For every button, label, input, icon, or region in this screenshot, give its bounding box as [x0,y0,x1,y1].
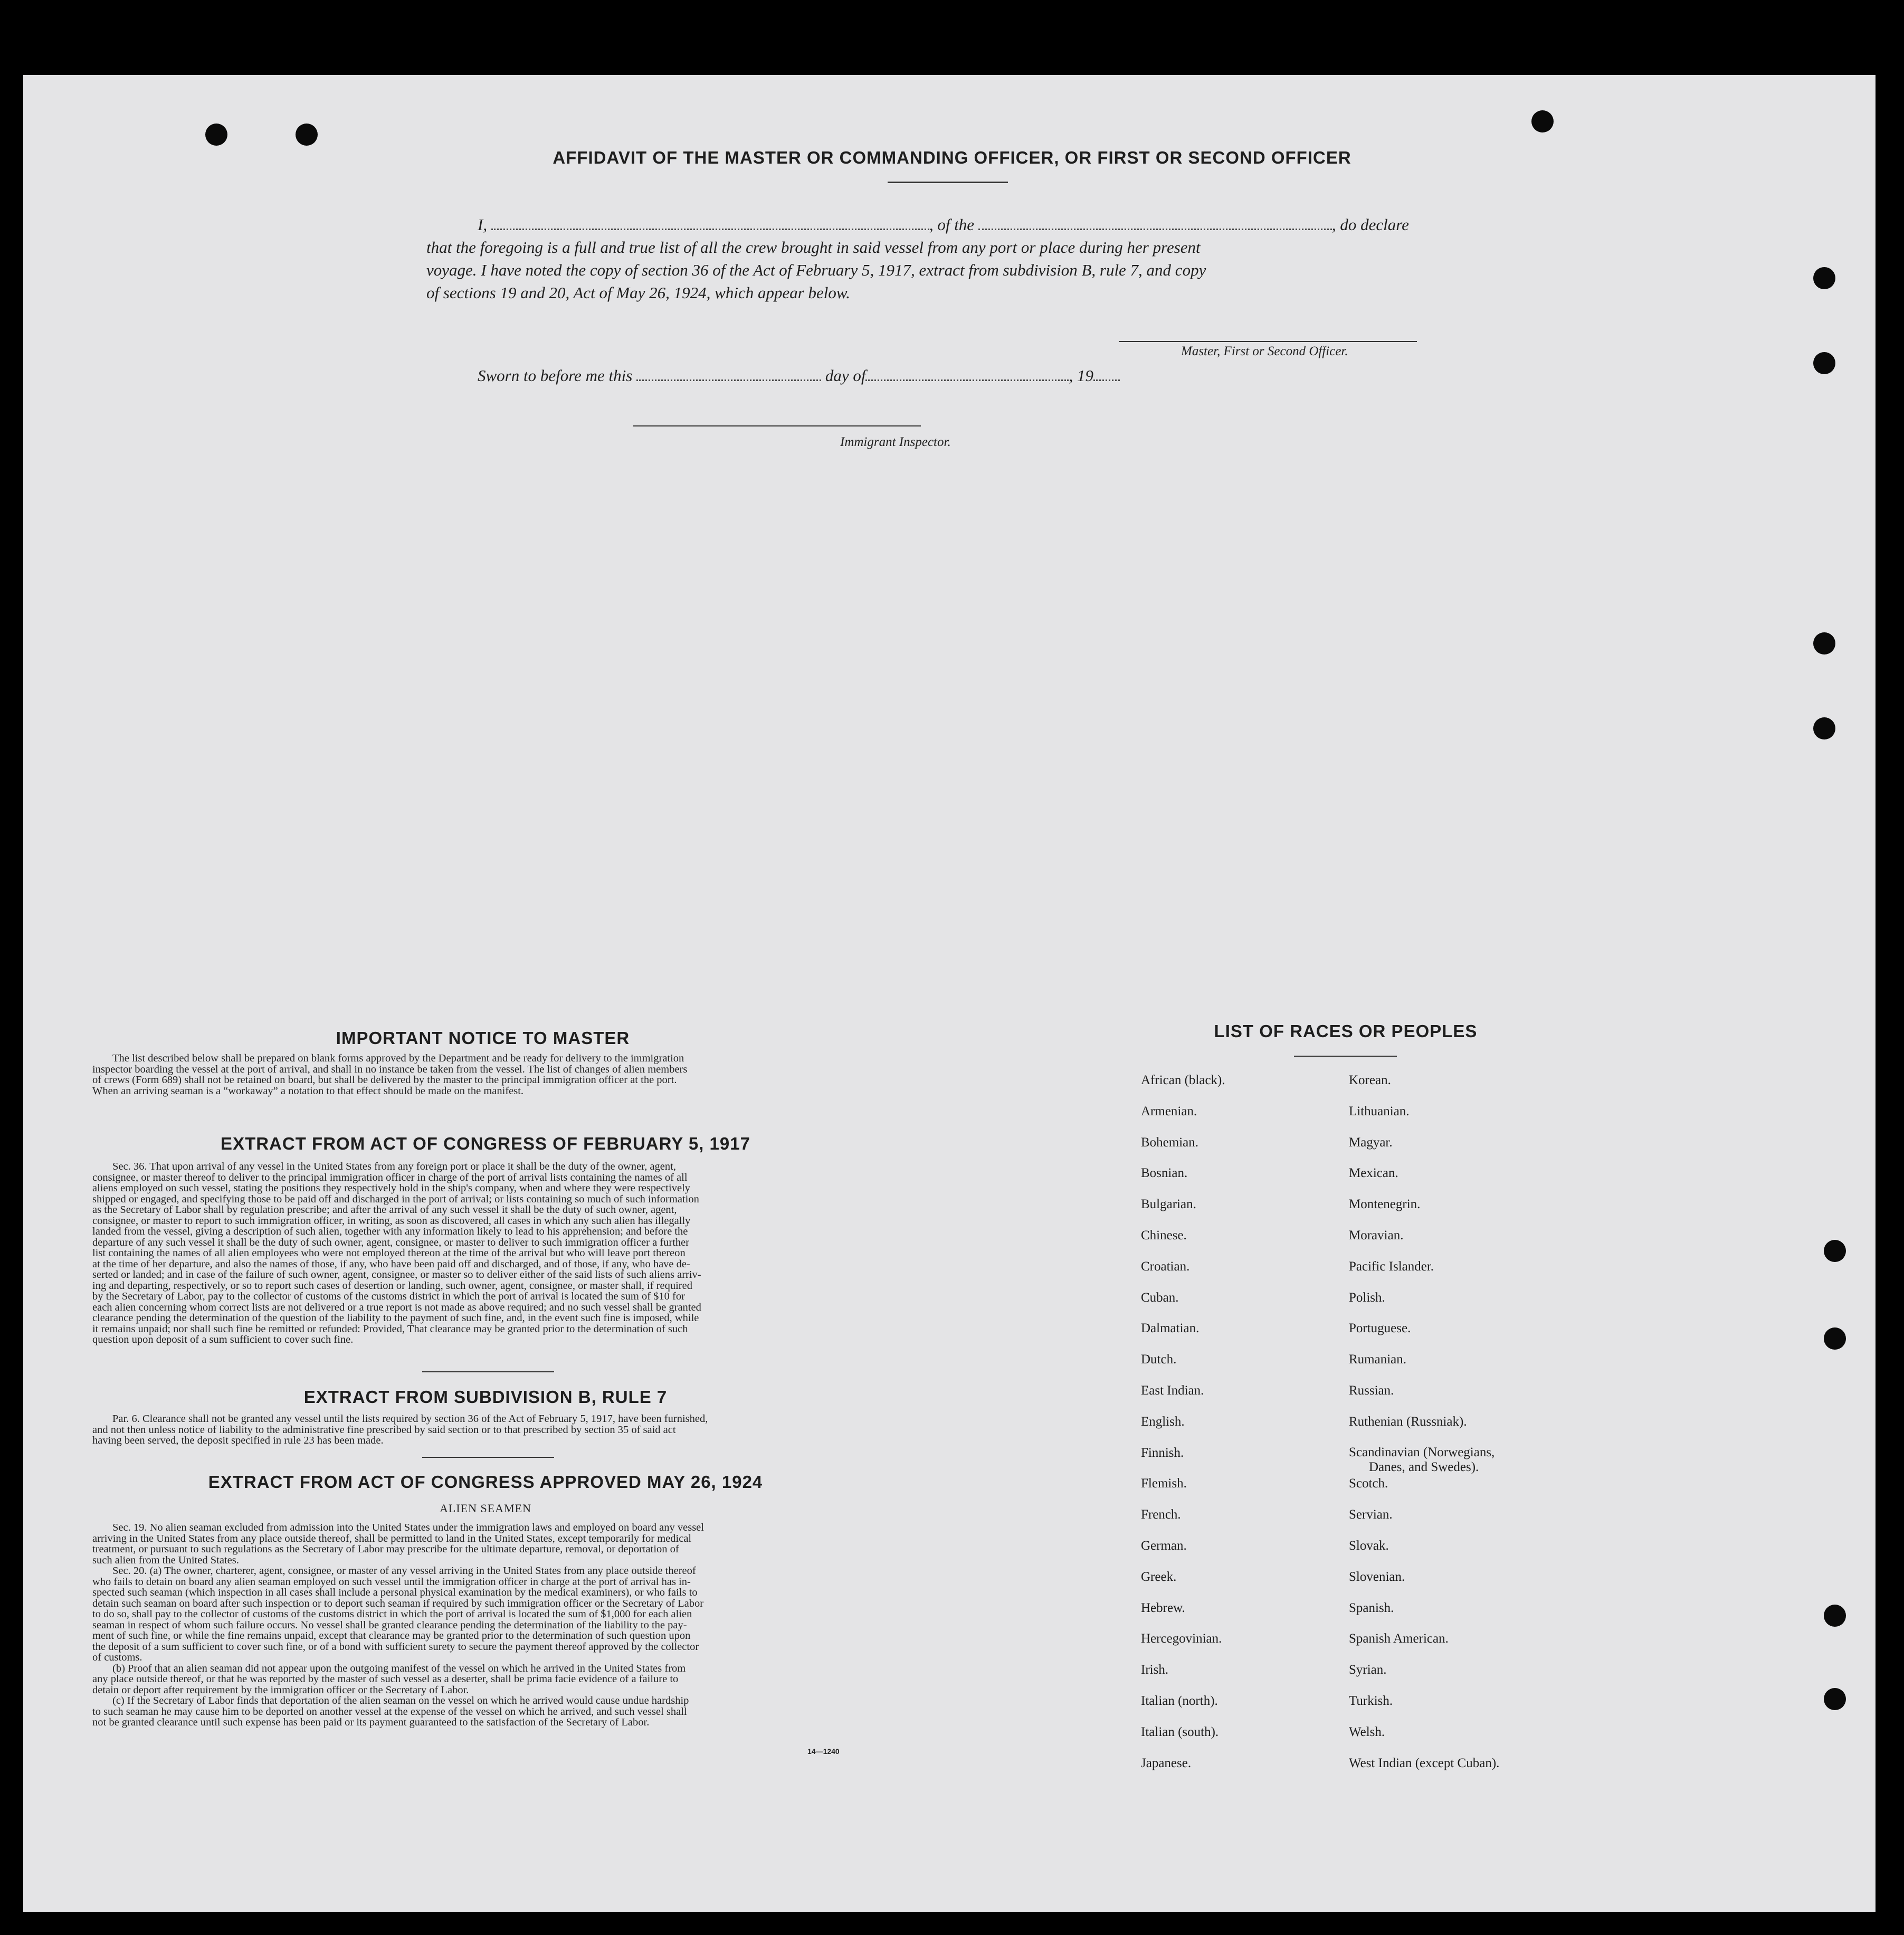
race-item: African (black). [1141,1073,1225,1087]
race-item: Montenegrin. [1349,1197,1421,1212]
divider [888,182,1008,183]
race-item: Armenian. [1141,1104,1197,1118]
declaration-of-the: , of the [929,215,975,234]
notice-line: of crews (Form 689) shall not be retained on board, but shall be delivered by the master to the principal immigration officer at the port. [92,1074,677,1086]
race-item: Scotch. [1349,1476,1388,1491]
text-line: not be granted clearance until such expense has been paid or its payment guaranteed to the satisfaction of the Secretary of Labor. [92,1716,650,1728]
race-item: Turkish. [1349,1693,1393,1708]
race-item: Rumanian. [1349,1352,1407,1367]
text-line: departure of any such vessel it shall be the duty of such owner, agent, consignee, or master to deliver to such immigration officer a further [92,1236,690,1248]
race-item: Moravian. [1349,1228,1404,1242]
extract-1924-subtitle: ALIEN SEAMEN [440,1502,531,1515]
race-item: Dutch. [1141,1352,1177,1367]
race-item: Portuguese. [1349,1321,1411,1336]
race-item: Italian (north). [1141,1693,1218,1708]
inspector-signature-line[interactable] [633,425,921,426]
form-number: 14—1240 [807,1747,840,1756]
races-column-1 [1141,1073,1225,1786]
race-item: Ruthenian (Russniak). [1349,1414,1467,1429]
text-line: shipped or engaged, and specifying those to be paid off and discharged in the port of arrival; or lists containing so much of such information [92,1193,699,1205]
sworn-month-field[interactable] [865,380,1069,381]
notice-line: When an arriving seaman is a “workaway” a notation to that effect should be made on the manifest. [92,1085,524,1097]
text-line: to such seaman he may cause him to be deported on another vessel at the expense of the vessel on which he arrived, and such vessel shall [92,1705,687,1718]
divider [1294,1056,1397,1057]
master-signature-label: Master, First or Second Officer. [1181,344,1348,358]
punch-hole [1824,1605,1846,1627]
divider [422,1457,554,1458]
race-item: Cuban. [1141,1290,1179,1305]
master-name-field[interactable] [491,229,929,230]
race-item: Bohemian. [1141,1135,1199,1150]
text-line: treatment, or pursuant to such regulations as the Secretary of Labor may prescribe for the ultimate departure, removal, or deportation of [92,1543,679,1555]
race-item: Syrian. [1349,1663,1387,1677]
race-item: Japanese. [1141,1756,1192,1770]
race-item: Flemish. [1141,1476,1187,1491]
race-item: Italian (south). [1141,1724,1219,1739]
extract-1924-text [92,1522,879,1728]
affidavit-title: AFFIDAVIT OF THE MASTER OR COMMANDING OFFICER, OR FIRST OR SECOND OFFICER [553,148,1351,167]
declaration-line-2: that the foregoing is a full and true list of all the crew brought in said vessel from any port or place during her present [426,238,1201,257]
race-item: Irish. [1141,1663,1169,1677]
race-item: Pacific Islander. [1349,1259,1434,1274]
text-line: consignee, or master thereof to deliver to the principal immigration officer in charge of the port of arrival lists containing the names of all [92,1171,688,1183]
notice-title: IMPORTANT NOTICE TO MASTER [336,1028,630,1048]
races-column-2 [1349,1073,1499,1786]
text-line: ment of such fine, or while the fine remains unpaid, except that clearance may be granted prior to the determination of such question upon [92,1630,691,1642]
race-item: Polish. [1349,1290,1385,1305]
race-item: Welsh. [1349,1724,1385,1739]
extract-1917-title: EXTRACT FROM ACT OF CONGRESS OF FEBRUARY 5, 1917 [221,1134,750,1153]
text-line: who fails to detain on board any alien seaman employed on such vessel until the immigration officer in charge at the port of arrival has in- [92,1576,691,1588]
text-line: landed from the vessel, giving a description of such alien, together with any information likely to lead to his apprehension; and before the [92,1226,688,1237]
race-item: Hercegovinian. [1141,1632,1222,1646]
punch-hole [205,124,227,146]
text-line: arriving in the United States from any place outside thereof, shall be permitted to land in the United States, except temporarily for medical [92,1532,692,1544]
sworn-year: , 19 [1069,366,1093,385]
race-item-continuation: Danes, and Swedes). [1369,1459,1479,1474]
text-line: by the Secretary of Labor, pay to the collector of customs of the customs district in which the port of arrival is located the sum of $10 for [92,1291,685,1302]
race-item: Croatian. [1141,1259,1190,1274]
text-line: Sec. 36. That upon arrival of any vessel in the United States from any foreign port or place it shall be the duty of the owner, agent, [112,1161,676,1172]
race-item: Slovak. [1349,1538,1389,1553]
punch-hole [1813,267,1835,289]
sworn-line [478,364,1120,387]
race-item: Slovenian. [1349,1569,1405,1584]
race-item: Mexican. [1349,1166,1398,1181]
extract-1917-text [92,1161,879,1345]
race-item: French. [1141,1507,1181,1522]
race-item: Russian. [1349,1383,1394,1398]
race-item: Magyar. [1349,1135,1393,1150]
race-item: Chinese. [1141,1228,1187,1242]
text-line: any place outside thereof, or that he was reported by the master of such vessel as a deserter, shall be prima facie evidence of a failure to [92,1673,679,1685]
race-item-text: Scandinavian (Norwegians, [1349,1445,1495,1459]
punch-hole [296,124,318,146]
sworn-prefix: Sworn to before me this [478,366,633,385]
text-line: question upon deposit of a sum sufficient to cover such fine. [92,1334,354,1345]
text-line: as the Secretary of Labor shall by regulation prescribe; and after the arrival of any such vessel it shall be the duty of such owner, agent, [92,1204,677,1216]
vessel-name-field[interactable] [978,229,1332,230]
notice-text [92,1053,879,1096]
text-line: each alien concerning whom correct lists are not delivered or a true report is not made as above required; and no such vessel shall be granted [92,1301,701,1313]
race-item: Bosnian. [1141,1166,1188,1181]
text-line: Sec. 20. (a) The owner, charterer, agent, consignee, or master of any vessel arriving in the United States from any place outside thereof [112,1565,696,1577]
declaration-i: I, [478,215,488,234]
text-line: list containing the names of all alien employees who were not employed thereon at the time of the arrival but who will leave port thereon [92,1247,686,1259]
punch-hole [1824,1240,1846,1262]
text-line: the deposit of a sum sufficient to cover such fine, or of a bond with sufficient surety to secure the payment thereof approved by the collector [92,1640,699,1653]
punch-hole [1813,717,1835,739]
race-item: Bulgarian. [1141,1197,1196,1212]
race-item: Dalmatian. [1141,1321,1199,1336]
extract-rule7-text [92,1414,879,1446]
races-title: LIST OF RACES OR PEOPLES [1214,1021,1478,1041]
race-item: Lithuanian. [1349,1104,1410,1118]
text-line: having been served, the deposit specified in rule 23 has been made. [92,1435,384,1446]
text-line: Par. 6. Clearance shall not be granted any vessel until the lists required by section 36 of the Act of February 5, 1917, have been furnished, [112,1413,708,1425]
race-item: Korean. [1349,1073,1391,1087]
text-line: at the time of her departure, and also the names of those, if any, who have been paid off and discharged, and of those, if any, who have de- [92,1258,690,1270]
race-item: Servian. [1349,1507,1393,1522]
text-line: consignee, or master to report to such immigration officer, in writing, as soon as discovered, all cases in which any such alien has illegally [92,1215,691,1227]
race-item: West Indian (except Cuban). [1349,1756,1500,1770]
sworn-day-field[interactable] [636,380,821,381]
text-line: of customs. [92,1652,142,1663]
text-line: clearance pending the determination of the question of the liability to the payment of such fine, and, in the event such fine is imposed, while [92,1312,699,1324]
sworn-day-of: day of [825,366,866,385]
race-item: Spanish. [1349,1600,1394,1615]
declaration-line-4: of sections 19 and 20, Act of May 26, 1924, which appear below. [426,283,851,302]
extract-1924-title: EXTRACT FROM ACT OF CONGRESS APPROVED MAY 26, 1924 [208,1472,763,1492]
punch-hole [1813,632,1835,655]
divider [422,1371,554,1372]
race-item: Greek. [1141,1569,1177,1584]
text-line: Sec. 19. No alien seaman excluded from admission into the United States under the immigration laws and employed on board any vessel [112,1522,704,1533]
text-line: (b) Proof that an alien seaman did not appear upon the outgoing manifest of the vessel on which he arrived in the United States from [112,1662,686,1674]
text-line: seaman in respect of whom such failure occurs. No vessel shall be granted clearance pending the determination of the liability to the pay- [92,1619,687,1631]
text-line: it remains unpaid; nor shall such fine be remitted or refunded: Provided, That clearance may be granted prior to the determination of such [92,1323,688,1335]
text-line: and not then unless notice of liability to the administrative fine prescribed by said section or to that prescribed by section 35 of said act [92,1424,676,1436]
race-item: Hebrew. [1141,1600,1185,1615]
text-line: (c) If the Secretary of Labor finds that deportation of the alien seaman on the vessel on which he arrived would cause undue hardship [112,1695,689,1706]
punch-hole [1531,110,1554,132]
text-line: to do so, shall pay to the collector of customs of the customs district in which the port of arrival is located the sum of $1,000 for each alien [92,1608,692,1620]
text-line: detain such seaman on board after such inspection or to deport such seaman if required by such immigration officer or the Secretary of Labor [92,1597,704,1609]
master-signature-line[interactable] [1119,341,1417,342]
text-line: such alien from the United States. [92,1554,239,1566]
text-line: detain or deport after requirement by the immigration officer or the Secretary of Labor. [92,1684,469,1696]
declaration-line-3: voyage. I have noted the copy of section 36 of the Act of February 5, 1917, extract from subdivision B, rule 7, and copy [426,261,1206,279]
text-line: serted or landed; and in case of the failure of such owner, agent, consignee, or master so to deliver either of the said lists of such aliens arriv- [92,1269,701,1280]
text-line: spected such seaman (which inspection in all cases shall include a personal physical examination by the medical examiners), or who fails to [92,1587,698,1598]
race-item: East Indian. [1141,1383,1204,1398]
race-item [1349,1445,1499,1476]
sworn-year-field[interactable] [1093,380,1120,381]
race-item: English. [1141,1414,1185,1429]
declaration-line-1 [478,213,1459,236]
extract-rule7-title: EXTRACT FROM SUBDIVISION B, RULE 7 [303,1387,668,1407]
race-item: German. [1141,1538,1187,1553]
punch-hole [1824,1327,1846,1350]
punch-hole [1813,352,1835,374]
text-line: ing and departing, respectively, or so to report such cases of desertion or landing, such owner, agent, consignee, or master shall, if required [92,1279,692,1292]
punch-hole [1824,1688,1846,1710]
text-line: aliens employed on such vessel, stating the positions they respectively hold in the ship's company, when and where they were respectively [92,1182,690,1194]
notice-line: The list described below shall be prepared on blank forms approved by the Department and be ready for delivery to the immigration [112,1052,684,1064]
declaration-do-declare: , do declare [1331,215,1409,234]
race-item: Finnish. [1141,1445,1184,1460]
inspector-label: Immigrant Inspector. [840,435,951,449]
race-item: Spanish American. [1349,1632,1449,1646]
notice-line: inspector boarding the vessel at the port of arrival, and shall in no instance be taken from the vessel. The list of changes of alien members [92,1063,688,1075]
